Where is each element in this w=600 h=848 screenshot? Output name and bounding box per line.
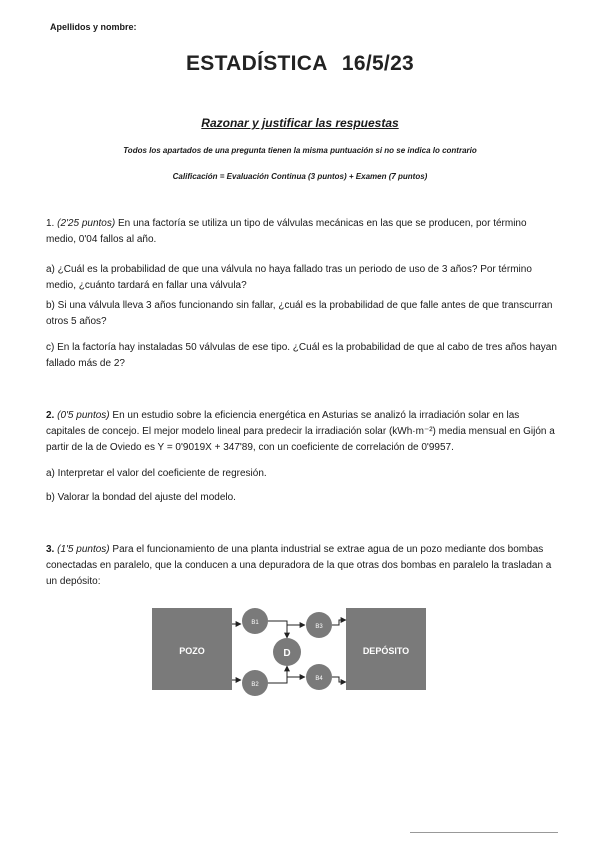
grading-note: Calificación = Evaluación Continua (3 puntos) + Examen (7 puntos): [172, 172, 428, 181]
pump-b4-label: B4: [315, 676, 323, 682]
scoring-note: Todos los apartados de una pregunta tienen la misma puntuación si no se indica lo contrario: [123, 146, 477, 155]
q3-points: (1'5 puntos): [57, 544, 110, 555]
q1-part-b: b) Si una válvula lleva 3 años funcionando sin fallar, ¿cuál es la probabilidad de que falle antes de que transcurran otros 5 años?: [46, 300, 553, 327]
q1-number: 1.: [46, 218, 55, 229]
q2-number: 2.: [46, 410, 55, 421]
arrow-b2-d: [267, 666, 287, 683]
q3-number: 3.: [46, 544, 55, 555]
q1-part-c: c) En la factoría hay instaladas 50 válvulas de ese tipo. ¿Cuál es la probabilidad de que al cabo de tres años hayan fallado más de 2?: [46, 342, 557, 369]
arrow-b1-d: [267, 621, 287, 638]
title-subject: ESTADÍSTICA: [185, 52, 328, 75]
q2-text: En un estudio sobre la eficiencia energética en Asturias se analizó la irradiación solar en las capitales de concejo. El mejor modelo lineal para predecir la irradiación solar (kWh·m⁻²) media mensual en Gijón a partir de la de Oviedo es Y = 0'9019X + 347'89, con un coeficiente de correlación de 0'9957.: [46, 410, 555, 453]
q1-text: En una factoría se utiliza un tipo de válvulas mecánicas en las que se producen, por término medio, 0'04 fallos al año.: [46, 218, 527, 245]
q2-part-a: a) Interpretar el valor del coeficiente de regresión.: [46, 468, 267, 479]
title-date: 16/5/23: [341, 52, 415, 75]
arrow-d-b4: [287, 666, 305, 677]
arrow-d-b3: [287, 625, 305, 638]
depuradora-label: D: [283, 648, 291, 659]
q3-text: Para el funcionamiento de una planta industrial se extrae agua de un pozo mediante dos bombas conectadas en paralelo, que la conducen a una depuradora de la que otras dos bombas en paralelo la trasladan a un depósito:: [46, 544, 552, 587]
q2-points: (0'5 puntos): [57, 410, 110, 421]
arrow-b4-deposito: [332, 677, 346, 682]
pump-b2-label: B2: [251, 682, 259, 688]
arrow-b3-deposito: [332, 620, 346, 625]
pump-b3-label: B3: [315, 624, 323, 630]
pump-b1-label: B1: [251, 620, 259, 626]
name-label: Apellidos y nombre:: [50, 22, 137, 32]
q2-part-b: b) Valorar la bondad del ajuste del modelo.: [46, 492, 236, 503]
q1-points: (2'25 puntos): [57, 218, 116, 229]
q1-part-a: a) ¿Cuál es la probabilidad de que una válvula no haya fallado tras un periodo de uso de 3 años? Por término medio, ¿cuánto tardará en fallar una válvula?: [46, 264, 532, 291]
deposito-label: DEPÓSITO: [362, 646, 410, 656]
pozo-label: POZO: [179, 646, 205, 656]
instructions-subtitle: Razonar y justificar las respuestas: [201, 116, 399, 130]
scan-line: [410, 832, 558, 833]
